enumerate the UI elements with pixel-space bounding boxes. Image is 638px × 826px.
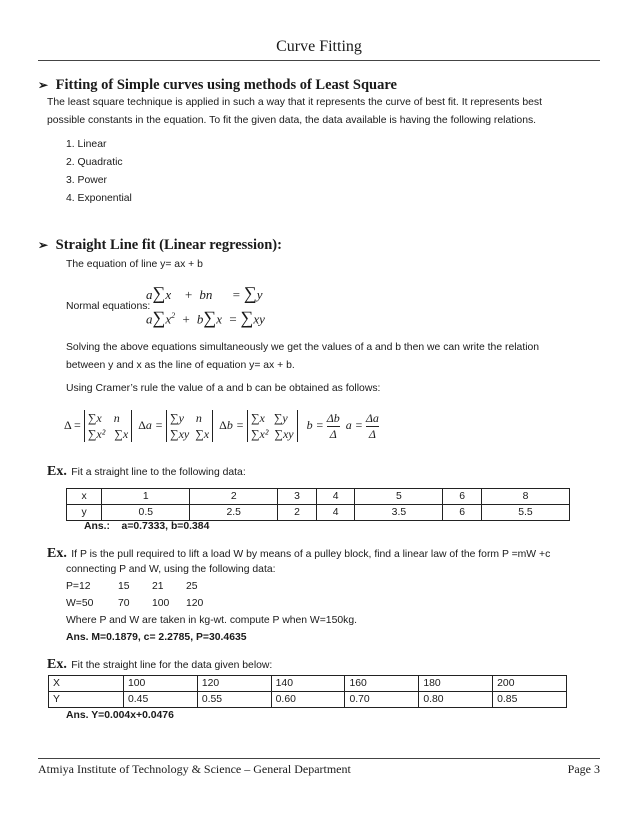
ex1-answer [84, 518, 209, 536]
table-cell: 0.60 [271, 692, 345, 708]
ex2-text-line2: connecting P and W, using the following data: [66, 564, 276, 575]
section1-heading: Fitting of Simple curves using methods of Least Square [55, 77, 397, 93]
table-cell: 2 [190, 489, 278, 505]
ex2-p-value: 21 [152, 581, 164, 592]
ex2-answer: Ans. M=0.1879, c= 2.2785, P=30.4635 [66, 632, 247, 643]
table-cell: 0.80 [419, 692, 493, 708]
table-cell: 0.5 [102, 505, 190, 521]
ex1-label: Ex. [47, 464, 67, 479]
table-cell: 2.5 [190, 505, 278, 521]
ex2-w-values [66, 595, 203, 613]
table-cell: 0.85 [493, 692, 567, 708]
cramer-text: Using Cramer’s rule the value of a and b can be obtained as follows: [66, 383, 381, 394]
table-cell: 0.55 [197, 692, 271, 708]
ex2-p-value: 15 [118, 581, 130, 592]
ex2-w-value: 70 [118, 598, 130, 609]
section1-heading-row [38, 77, 397, 94]
table-cell: Y [49, 692, 124, 708]
cramer-formula: Δ = ∑x n ∑x² ∑x Δa = ∑y n ∑xy ∑x Δb = ∑x ∑y ∑x² ∑xy b = $\frac{\Delta b}{\Delta}$ a = $\frac{\Delta a}{\Delta}$ [64, 410, 379, 441]
section1-para-line2: possible constants in the equation. To fit the given data, the data available is having the following relations. [47, 115, 537, 126]
line-equation: The equation of line y= ax + b [66, 259, 203, 270]
section1-para-line1: The least square technique is applied in such a way that it represents the curve of best fit. It represents best [47, 97, 542, 108]
ex2-p-values [66, 578, 198, 596]
ex1-answer-label: Ans.: [84, 521, 110, 532]
table-cell: 8 [481, 489, 569, 505]
ex2-label: Ex. [47, 546, 67, 561]
solve-line1: Solving the above equations simultaneously we get the values of a and b then we can write the relation [66, 342, 540, 353]
ex2-w-value: 120 [186, 598, 204, 609]
list-item: 2. Quadratic [66, 157, 123, 168]
table-cell: 140 [271, 676, 345, 692]
table-cell: 3.5 [355, 505, 443, 521]
arrow-bullet-icon: ➢ [38, 238, 49, 252]
section1-para [47, 94, 607, 130]
ex1-table [66, 488, 570, 521]
normal-equations-label: Normal equations: [66, 301, 151, 312]
ex3-label: Ex. [47, 657, 67, 672]
list-item: 3. Power [66, 175, 108, 186]
table-row [49, 692, 567, 708]
list-item: 1. Linear [66, 139, 107, 150]
relations-list [66, 136, 132, 208]
table-cell: 4 [316, 505, 355, 521]
header-title: Curve Fitting [276, 38, 362, 55]
table-row [67, 489, 570, 505]
table-cell: 200 [493, 676, 567, 692]
list-item: 4. Exponential [66, 193, 132, 204]
ex1-answer-value: a=0.7333, b=0.384 [121, 521, 210, 532]
footer-institute: Atmiya Institute of Technology & Science – General Department [38, 762, 351, 776]
solve-paragraph [66, 339, 611, 375]
ex3-row [47, 655, 272, 675]
table-cell: 1 [102, 489, 190, 505]
ex3-answer: Ans. Y=0.004x+0.0476 [66, 710, 174, 721]
table-row [49, 676, 567, 692]
page-footer [38, 758, 600, 779]
table-cell: 0.45 [124, 692, 198, 708]
table-cell: X [49, 676, 124, 692]
section2-heading-row [38, 237, 282, 254]
table-cell: 4 [316, 489, 355, 505]
table-cell: 100 [124, 676, 198, 692]
ex1-text: Fit a straight line to the following data: [71, 467, 246, 478]
table-cell: 6 [443, 489, 482, 505]
arrow-bullet-icon: ➢ [38, 78, 49, 92]
footer-page-number: Page 3 [567, 762, 600, 776]
table-cell: 3 [278, 489, 317, 505]
ex2-text-line1: If P is the pull required to lift a load W by means of a pulley block, find a linear law of the form P =mW +c [71, 549, 551, 560]
ex1-row [47, 462, 246, 482]
ex2-w-value: W=50 [66, 598, 94, 609]
table-cell: y [67, 505, 102, 521]
table-cell: 180 [419, 676, 493, 692]
table-cell: 2 [278, 505, 317, 521]
table-cell: 5 [355, 489, 443, 505]
ex2-p-value: P=12 [66, 581, 91, 592]
ex3-table [48, 675, 567, 708]
ex2-text-line3: Where P and W are taken in kg-wt. compute P when W=150kg. [66, 615, 357, 626]
table-cell: 160 [345, 676, 419, 692]
normal-equations-formula: a∑x + bn = ∑y $a\sum x^2 + b\sum x = \sum xy$ [146, 283, 265, 328]
section2-heading: Straight Line fit (Linear regression): [55, 237, 282, 253]
table-cell: 6 [443, 505, 482, 521]
ex2-w-value: 100 [152, 598, 170, 609]
solve-line2: between y and x as the line of equation y= ax + b. [66, 360, 295, 371]
ex3-text: Fit the straight line for the data given below: [71, 660, 273, 671]
ex2-p-value: 25 [186, 581, 198, 592]
table-cell: 120 [197, 676, 271, 692]
table-cell: 0.70 [345, 692, 419, 708]
page-header [38, 36, 600, 61]
table-cell: x [67, 489, 102, 505]
table-cell: 5.5 [481, 505, 569, 521]
